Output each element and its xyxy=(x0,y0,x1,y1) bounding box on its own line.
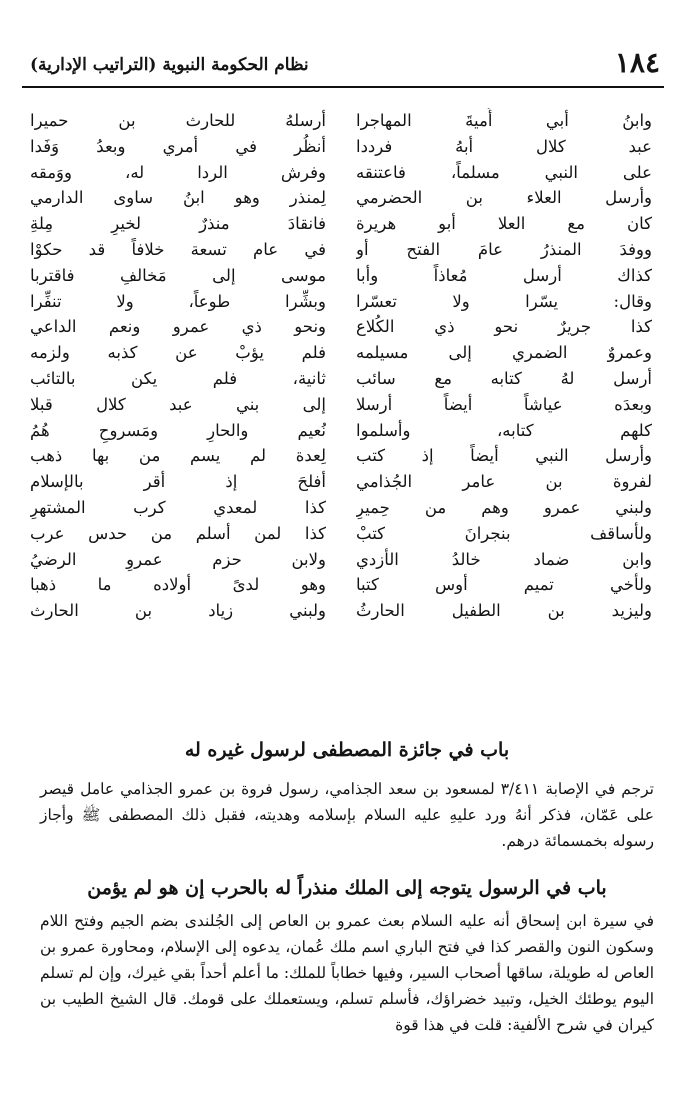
section-warning-king xyxy=(40,874,654,1038)
verse-line: أنظُر في أمري وبعدُ وَفَدا xyxy=(30,136,326,156)
verse-line: ثانية، فلم يكن بالتائب xyxy=(30,368,326,388)
verse-line: وبشِّرا طوعاً، ولا تنفِّرا xyxy=(30,291,326,311)
section-paragraph: ترجم في الإصابة ٣/٤١١ لمسعود بن سعد الجذامي، رسول فروة بن عمرو الجذامي عامل قيصر على عَمّان، فذكر أنهُ ورد عليهِ عليه السلام بإسلامه وهديته، فقبل ذلك المصطفى ﷺ وأجاز رسوله بخمسمائة درهم. xyxy=(40,780,654,850)
verse-line: لِمنذر وهو ابنُ ساوى الدارمي xyxy=(30,188,326,208)
verse-line: كان مع العلا أبو هريرة xyxy=(356,214,652,234)
verse-line: وبعدَه عياشاً أيضاً أرسلا xyxy=(356,394,652,414)
page-number: ١٨٤ xyxy=(614,46,660,79)
verse-line: وقال: يسّرا ولا تعسّرا xyxy=(356,291,652,311)
verse-line: موسى إلى مَخالفِ فاقتربا xyxy=(30,265,326,285)
verse-line: فلم يؤبْ عن كذبه ولزمه xyxy=(30,343,326,363)
verse-line: وليزيد بن الطفيل الحارثُ xyxy=(356,601,652,621)
verse-line: ونحو ذي عمرو ونعم الداعي xyxy=(30,317,326,337)
verse-line: أرسل لهُ كتابه مع سائب xyxy=(356,368,652,388)
verse-line: أفلحَ إذ أقر بالإسلام xyxy=(30,472,326,492)
verse-line: في عام تسعة خلافاً قد حكوْا xyxy=(30,239,326,259)
section-paragraph: في سيرة ابن إسحاق أنه عليه السلام بعث عمرو بن العاص إلى الجُلندى بضم الجيم وفتح اللام وسكون النون والقصر كذا في فتح الباري اسم ملك عُمان، يدعوه إلى الإسلام، ومحاورة عمرو بن العاص له طويلة، ساقها أصحاب السير، وفيها خطاباً للملك: ما أعلم أحداً بقي غيرك، وإن لم تسلم اليوم يوطئك الخيل، وتبيد خضراؤك، فأسلم تسلم، ويستعملك على قومك. قال الشيخ الطيب بن كيران في شرح الألفية: قلت في هذا قوة xyxy=(40,912,654,1034)
verse-line: عبد كلال أبهُ فرددا xyxy=(356,136,652,156)
verse-line: ولبني عمرو وهم من حِميرِ xyxy=(356,497,652,517)
verse-line: وعمروٌ الضمري إلى مسيلمه xyxy=(356,343,652,363)
verse-line: أرسلهُ للحارث بن حميرا xyxy=(30,111,326,130)
verse-line: نُعيم والحارِ ومَسروحٍ هُمُ xyxy=(30,420,326,440)
verse-line: ووفدَ المنذرُ عامَ الفتح أو xyxy=(356,239,652,259)
page-header xyxy=(22,48,664,82)
section-heading: باب في الرسول يتوجه إلى الملك منذراً له بالحرب إن هو لم يؤمن xyxy=(87,877,607,899)
verse-line: وأرسل العلاء بن الحضرمي xyxy=(356,188,652,208)
section-heading: باب في جائزة المصطفى لرسول غيره له xyxy=(184,739,510,761)
header-rule xyxy=(22,86,664,88)
running-title: نظام الحكومة النبوية (التراتيب الإدارية) xyxy=(30,55,309,75)
poem-right-column xyxy=(356,108,652,624)
verse-line: ولبني زياد بن الحارث xyxy=(30,601,326,621)
verse-line: لفروة بن عامر الجُذامي xyxy=(356,472,652,492)
verse-line: كذاك أرسل مُعاذاً وأبا xyxy=(356,265,652,285)
poem xyxy=(30,108,652,728)
verse-line: وابنُ أبي أُميةَ المهاجرا xyxy=(356,111,652,130)
verse-line: وهو لدىً أولاده ما ذهبا xyxy=(30,575,326,595)
verse-line: كلهم كتابه، وأسلموا xyxy=(356,420,652,440)
poem-left-column xyxy=(30,108,326,624)
verse-line: وأرسل النبي أيضاً إذ كتب xyxy=(356,446,652,466)
verse-line: فانقادَ منذرٌ لخيرِ مِلةِ xyxy=(30,214,326,234)
verse-line: ولابن حزم عمروِ الرضيُ xyxy=(30,549,326,569)
verse-line: لِعدة لم يسم من بها ذهب xyxy=(30,446,326,466)
verse-line: كذا جريرٌ نحو ذي الكُلاع xyxy=(356,317,652,337)
verse-line: على النبي مسلماً، فاعتنقه xyxy=(356,162,652,182)
verse-line: ولأساقف بنجرانَ كتبْ xyxy=(356,523,652,543)
verse-line: كذا لمعدي كرب المشتهرِ xyxy=(30,497,326,517)
verse-line: وابن ضماد خالدُ الأزدي xyxy=(356,549,652,569)
section-reward-messenger xyxy=(40,736,654,854)
verse-line: كذا لمن أسلم من حدس عرب xyxy=(30,523,326,543)
verse-line: إلى بني عبد كلال قبلا xyxy=(30,394,326,414)
verse-line: وفرش الردا له، ووَمقه xyxy=(30,162,326,182)
verse-line: ولأخي تميم أوس كتبا xyxy=(356,575,652,595)
